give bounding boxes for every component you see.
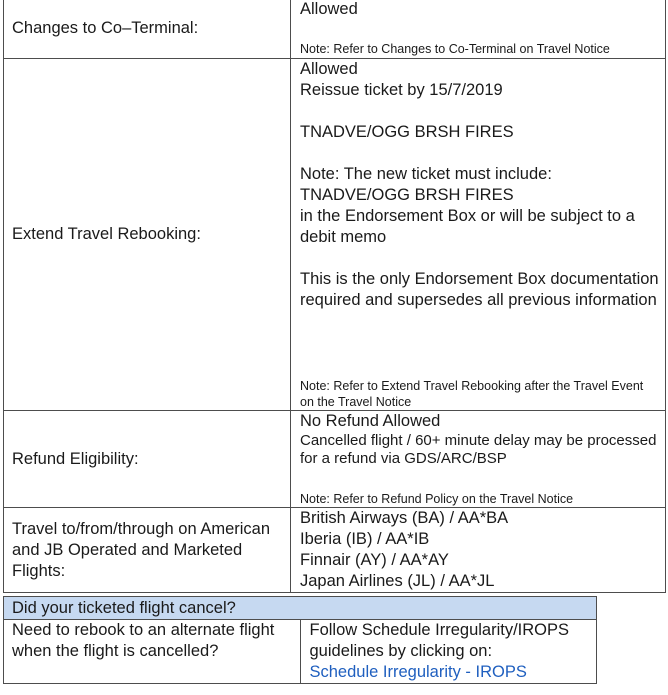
travel-partners-value (291, 508, 666, 593)
row-extend-rebooking (4, 59, 666, 411)
endorsement-only-box-text: This is the only Endorsement Box documentation required and supersedes all previous information (300, 270, 659, 309)
travel-policy-table (3, 0, 666, 593)
endorsement-note-intro: Note: The new ticket must include: (300, 165, 552, 183)
co-terminal-status: Allowed (300, 0, 358, 18)
cancel-rebook-table (3, 596, 597, 684)
extend-rebooking-value (291, 59, 666, 411)
extend-rebooking-label: Extend Travel Rebooking: (4, 59, 291, 411)
row-refund (4, 411, 666, 508)
irops-link[interactable]: Schedule Irregularity - IROPS (309, 663, 527, 681)
rebook-instructions: Follow Schedule Irregularity/IROPS guidelines by clicking on: (309, 621, 570, 660)
co-terminal-value (291, 0, 666, 59)
cancel-section-header: Did your ticketed flight cancel? (4, 597, 597, 620)
endorsement-code: TNADVE/OGG BRSH FIRES (300, 123, 514, 141)
extend-rebooking-note: Note: Refer to Extend Travel Rebooking after the Travel Event on the Travel Notice (300, 379, 644, 409)
refund-detail: Cancelled flight / 60+ minute delay may be processed for a refund via GDS/ARC/BSP (300, 432, 657, 467)
refund-status: No Refund Allowed (300, 412, 441, 430)
cancel-rebook-row (4, 620, 597, 684)
partner-item: Finnair (AY) / AA*AY (300, 551, 449, 569)
travel-partners-label: Travel to/from/through on American and JB Operated and Marketed Flights: (4, 508, 291, 593)
rebook-question: Need to rebook to an alternate flight when the flight is cancelled? (4, 620, 301, 684)
rebook-answer (300, 620, 597, 684)
partner-item: Iberia (IB) / AA*IB (300, 530, 430, 548)
row-travel-partners (4, 508, 666, 593)
extend-rebooking-status: Allowed (300, 60, 358, 78)
cancel-header-row (4, 597, 597, 620)
refund-value (291, 411, 666, 508)
endorsement-note-code: TNADVE/OGG BRSH FIRES (300, 186, 514, 204)
co-terminal-label: Changes to Co–Terminal: (4, 0, 291, 59)
reissue-deadline: Reissue ticket by 15/7/2019 (300, 81, 503, 99)
co-terminal-note: Note: Refer to Changes to Co-Terminal on Travel Notice (300, 42, 610, 56)
refund-label: Refund Eligibility: (4, 411, 291, 508)
refund-note: Note: Refer to Refund Policy on the Travel Notice (300, 492, 574, 506)
partner-item: Japan Airlines (JL) / AA*JL (300, 572, 495, 590)
row-co-terminal (4, 0, 666, 59)
partner-item: British Airways (BA) / AA*BA (300, 509, 509, 527)
endorsement-note-text: in the Endorsement Box or will be subject to a debit memo (300, 207, 635, 246)
